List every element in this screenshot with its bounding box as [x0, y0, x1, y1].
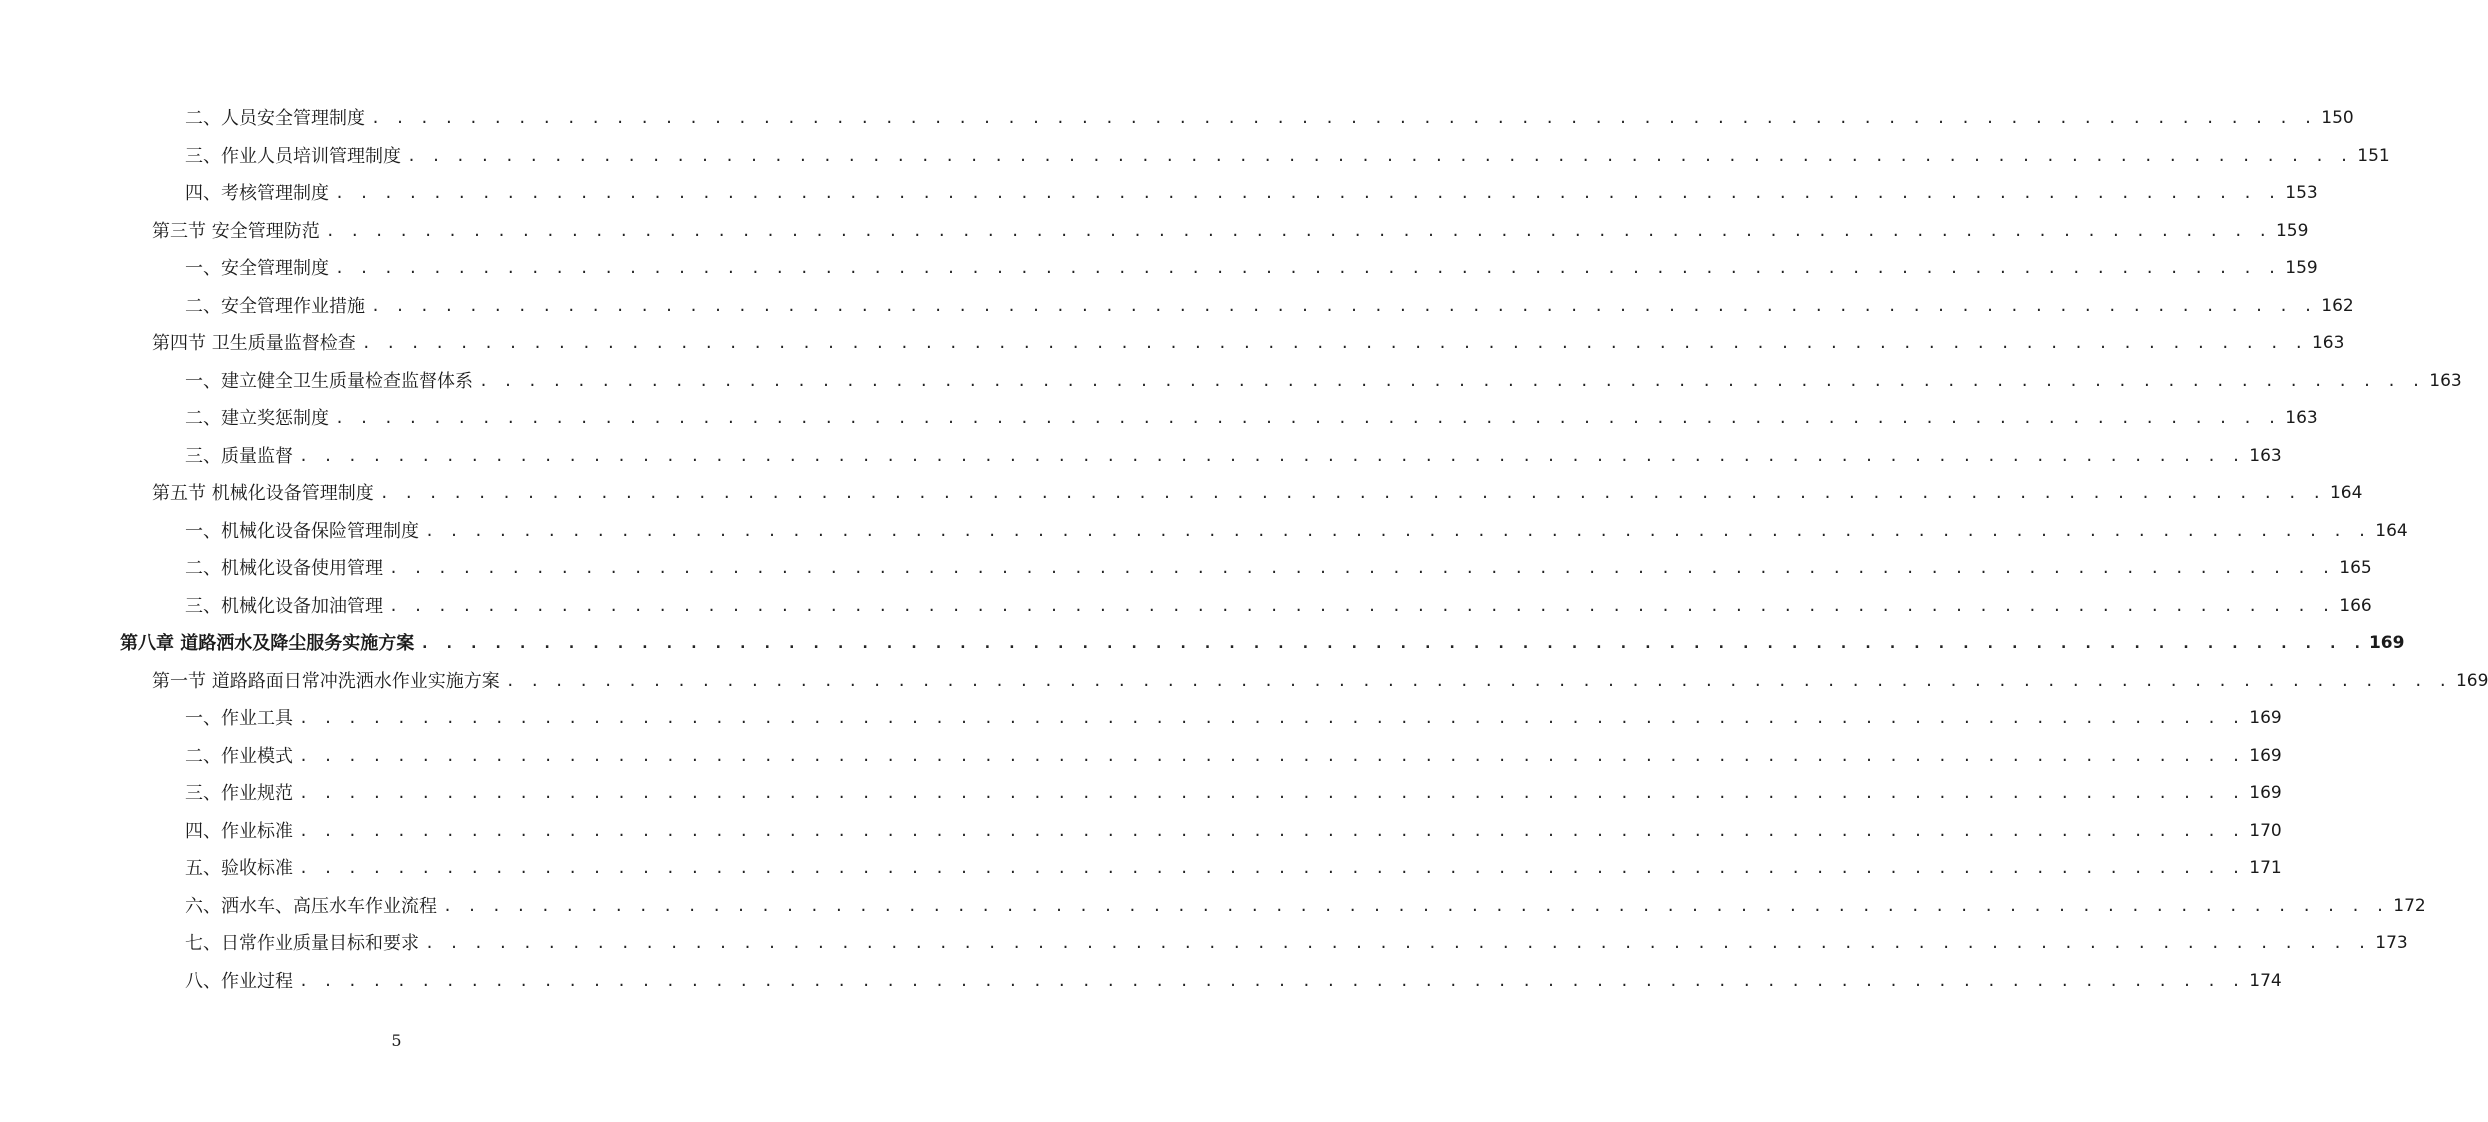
toc-entry-item[interactable]	[0, 738, 2282, 776]
toc-entry-page: 153	[2285, 183, 2318, 203]
toc-entry-page: 159	[2275, 220, 2309, 241]
toc-leader-dots: . . . . . . . . . . . . . . . . . . . . . . . . . . . . . . . . . . . . . . . . . . . . . . . . . . . . . . . . . . . . . . . . . . . . . . . . . . . . . . . .	[371, 109, 2316, 127]
toc-leader-dots: . . . . . . . . . . . . . . . . . . . . . . . . . . . . . . . . . . . . . . . . . . . . . . . . . . . . . . . . . . . . . . . . . . . . . . . . . . . . . . . .	[299, 746, 2244, 765]
toc-entry-item[interactable]	[0, 400, 2318, 438]
toc-leader-dots: . . . . . . . . . . . . . . . . . . . . . . . . . . . . . . . . . . . . . . . . . . . . . . . . . . . . . . . . . . . . . . . . . . . . . . . . . . . . . . . .	[371, 296, 2316, 315]
toc-entry-title: 七、日常作业质量目标和要求	[185, 933, 419, 954]
toc-leader-dots: . . . . . . . . . . . . . . . . . . . . . . . . . . . . . . . . . . . . . . . . . . . . . . . . . . . . . . . . . . . . . . . . . . . . . . . . . . . . . . . .	[299, 971, 2244, 990]
page-number: 5	[391, 1031, 402, 1050]
toc-entry-page: 162	[2321, 295, 2354, 316]
toc-leader-dots: . . . . . . . . . . . . . . . . . . . . . . . . . . . . . . . . . . . . . . . . . . . . . . . . . . . . . . . . . . . . . . . . . . . . . . . . . . . . . . . .	[407, 146, 2352, 165]
toc-entry-page: 150	[2321, 108, 2354, 128]
toc-entry-title: 一、作业工具	[185, 708, 293, 729]
toc-entry-page: 174	[2249, 970, 2282, 991]
toc-entry-page: 171	[2249, 858, 2282, 878]
toc-entry-title: 六、洒水车、高压水车作业流程	[185, 895, 437, 917]
toc-leader-dots: . . . . . . . . . . . . . . . . . . . . . . . . . . . . . . . . . . . . . . . . . . . . . . . . . . . . . . . . . . . . . . . . . . . . . . . . . . . . . . . .	[325, 221, 2271, 240]
toc-leader-dots: . . . . . . . . . . . . . . . . . . . . . . . . . . . . . . . . . . . . . . . . . . . . . . . . . . . . . . . . . . . . . . . . . . . . . . . . . . . . . . . .	[335, 409, 2280, 427]
toc-leader-dots: . . . . . . . . . . . . . . . . . . . . . . . . . . . . . . . . . . . . . . . . . . . . . . . . . . . . . . . . . . . . . . . . . . . . . . . . . . . . . . . .	[420, 634, 2365, 652]
toc-entry-title: 二、建立奖惩制度	[185, 408, 329, 429]
toc-entry-page: 170	[2249, 820, 2282, 841]
toc-entry-page: 163	[2285, 408, 2318, 428]
toc-leader-dots: . . . . . . . . . . . . . . . . . . . . . . . . . . . . . . . . . . . . . . . . . . . . . . . . . . . . . . . . . . . . . . . . . . . . . . . . . . . . . . . .	[505, 671, 2451, 690]
toc-entry-title: 四、考核管理制度	[185, 183, 329, 204]
toc-entry-item[interactable]	[0, 588, 2372, 626]
toc-entry-item[interactable]	[0, 288, 2354, 326]
toc-entry-page: 163	[2311, 333, 2345, 353]
toc-entry-item[interactable]	[0, 963, 2282, 1001]
toc-entry-item[interactable]	[0, 925, 2408, 963]
toc-entry-section[interactable]	[0, 475, 2363, 513]
toc-entry-page: 169	[2368, 633, 2405, 653]
toc-entry-title: 三、作业人员培训管理制度	[185, 145, 401, 167]
toc-entry-section[interactable]	[0, 663, 2488, 701]
toc-entry-item[interactable]	[0, 775, 2282, 813]
toc-entry-title: 第八章 道路洒水及降尘服务实施方案	[120, 633, 415, 654]
toc-entry-page: 169	[2249, 708, 2282, 728]
toc-entry-section[interactable]	[0, 213, 2309, 251]
toc-entry-page: 169	[2455, 670, 2488, 691]
toc-leader-dots: . . . . . . . . . . . . . . . . . . . . . . . . . . . . . . . . . . . . . . . . . . . . . . . . . . . . . . . . . . . . . . . . . . . . . . . . . . . . . . . .	[379, 484, 2325, 502]
toc-entry-title: 第一节 道路路面日常冲洗洒水作业实施方案	[152, 670, 500, 692]
toc-entry-item[interactable]	[0, 888, 2426, 926]
toc-entry-item[interactable]	[0, 250, 2318, 288]
toc-entry-item[interactable]	[0, 438, 2282, 476]
toc-leader-dots: . . . . . . . . . . . . . . . . . . . . . . . . . . . . . . . . . . . . . . . . . . . . . . . . . . . . . . . . . . . . . . . . . . . . . . . . . . . . . . . .	[361, 334, 2307, 352]
toc-leader-dots: . . . . . . . . . . . . . . . . . . . . . . . . . . . . . . . . . . . . . . . . . . . . . . . . . . . . . . . . . . . . . . . . . . . . . . . . . . . . . . . .	[299, 859, 2244, 877]
table-of-contents	[0, 100, 2488, 1000]
toc-leader-dots: . . . . . . . . . . . . . . . . . . . . . . . . . . . . . . . . . . . . . . . . . . . . . . . . . . . . . . . . . . . . . . . . . . . . . . . . . . . . . . . .	[479, 371, 2424, 390]
toc-entry-title: 三、作业规范	[185, 783, 293, 804]
toc-entry-title: 五、验收标准	[185, 858, 293, 879]
toc-leader-dots: . . . . . . . . . . . . . . . . . . . . . . . . . . . . . . . . . . . . . . . . . . . . . . . . . . . . . . . . . . . . . . . . . . . . . . . . . . . . . . . .	[335, 259, 2280, 277]
toc-leader-dots: . . . . . . . . . . . . . . . . . . . . . . . . . . . . . . . . . . . . . . . . . . . . . . . . . . . . . . . . . . . . . . . . . . . . . . . . . . . . . . . .	[299, 709, 2244, 727]
toc-entry-title: 三、质量监督	[185, 445, 293, 467]
toc-entry-item[interactable]	[0, 138, 2390, 176]
toc-entry-title: 四、作业标准	[185, 820, 293, 842]
toc-entry-title: 第五节 机械化设备管理制度	[152, 483, 374, 504]
toc-entry-title: 三、机械化设备加油管理	[185, 595, 383, 617]
toc-leader-dots: . . . . . . . . . . . . . . . . . . . . . . . . . . . . . . . . . . . . . . . . . . . . . . . . . . . . . . . . . . . . . . . . . . . . . . . . . . . . . . . .	[425, 521, 2370, 540]
toc-entry-page: 159	[2285, 258, 2318, 278]
toc-leader-dots: . . . . . . . . . . . . . . . . . . . . . . . . . . . . . . . . . . . . . . . . . . . . . . . . . . . . . . . . . . . . . . . . . . . . . . . . . . . . . . . .	[299, 784, 2244, 802]
toc-entry-title: 八、作业过程	[185, 970, 293, 992]
toc-leader-dots: . . . . . . . . . . . . . . . . . . . . . . . . . . . . . . . . . . . . . . . . . . . . . . . . . . . . . . . . . . . . . . . . . . . . . . . . . . . . . . . .	[299, 821, 2244, 840]
toc-entry-title: 一、建立健全卫生质量检查监督体系	[185, 370, 473, 392]
toc-entry-title: 二、机械化设备使用管理	[185, 558, 383, 579]
toc-entry-page: 163	[2429, 370, 2462, 391]
toc-entry-title: 二、人员安全管理制度	[185, 108, 365, 129]
toc-entry-title: 一、安全管理制度	[185, 258, 329, 279]
toc-leader-dots: . . . . . . . . . . . . . . . . . . . . . . . . . . . . . . . . . . . . . . . . . . . . . . . . . . . . . . . . . . . . . . . . . . . . . . . . . . . . . . . .	[425, 934, 2370, 952]
toc-entry-page: 151	[2357, 145, 2390, 166]
toc-entry-page: 173	[2375, 933, 2408, 953]
toc-entry-title: 一、机械化设备保险管理制度	[185, 520, 419, 542]
toc-entry-item[interactable]	[0, 700, 2282, 738]
toc-leader-dots: . . . . . . . . . . . . . . . . . . . . . . . . . . . . . . . . . . . . . . . . . . . . . . . . . . . . . . . . . . . . . . . . . . . . . . . . . . . . . . . .	[443, 896, 2388, 915]
toc-entry-page: 169	[2249, 783, 2282, 803]
toc-entry-page: 163	[2249, 445, 2282, 466]
toc-entry-title: 二、安全管理作业措施	[185, 295, 365, 317]
toc-leader-dots: . . . . . . . . . . . . . . . . . . . . . . . . . . . . . . . . . . . . . . . . . . . . . . . . . . . . . . . . . . . . . . . . . . . . . . . . . . . . . . . .	[389, 596, 2334, 615]
toc-entry-page: 169	[2249, 745, 2282, 766]
toc-entry-item[interactable]	[0, 813, 2282, 851]
toc-entry-item[interactable]	[0, 850, 2282, 888]
toc-entry-page: 165	[2339, 558, 2372, 578]
toc-entry-page: 172	[2393, 895, 2426, 916]
toc-entry-item[interactable]	[0, 550, 2372, 588]
toc-entry-item[interactable]	[0, 175, 2318, 213]
toc-entry-item[interactable]	[0, 100, 2354, 138]
toc-entry-title: 二、作业模式	[185, 745, 293, 767]
toc-leader-dots: . . . . . . . . . . . . . . . . . . . . . . . . . . . . . . . . . . . . . . . . . . . . . . . . . . . . . . . . . . . . . . . . . . . . . . . . . . . . . . . .	[335, 184, 2280, 202]
toc-entry-page: 166	[2339, 595, 2372, 616]
toc-leader-dots: . . . . . . . . . . . . . . . . . . . . . . . . . . . . . . . . . . . . . . . . . . . . . . . . . . . . . . . . . . . . . . . . . . . . . . . . . . . . . . . .	[389, 559, 2334, 577]
toc-entry-section[interactable]	[0, 325, 2345, 363]
toc-entry-page: 164	[2375, 520, 2408, 541]
toc-entry-item[interactable]	[0, 513, 2408, 551]
toc-entry-item[interactable]	[0, 363, 2462, 401]
toc-entry-chapter[interactable]	[0, 625, 2405, 663]
toc-entry-title: 第三节 安全管理防范	[152, 220, 320, 242]
toc-leader-dots: . . . . . . . . . . . . . . . . . . . . . . . . . . . . . . . . . . . . . . . . . . . . . . . . . . . . . . . . . . . . . . . . . . . . . . . . . . . . . . . .	[299, 446, 2244, 465]
toc-entry-title: 第四节 卫生质量监督检查	[152, 333, 356, 354]
toc-entry-page: 164	[2329, 483, 2363, 503]
